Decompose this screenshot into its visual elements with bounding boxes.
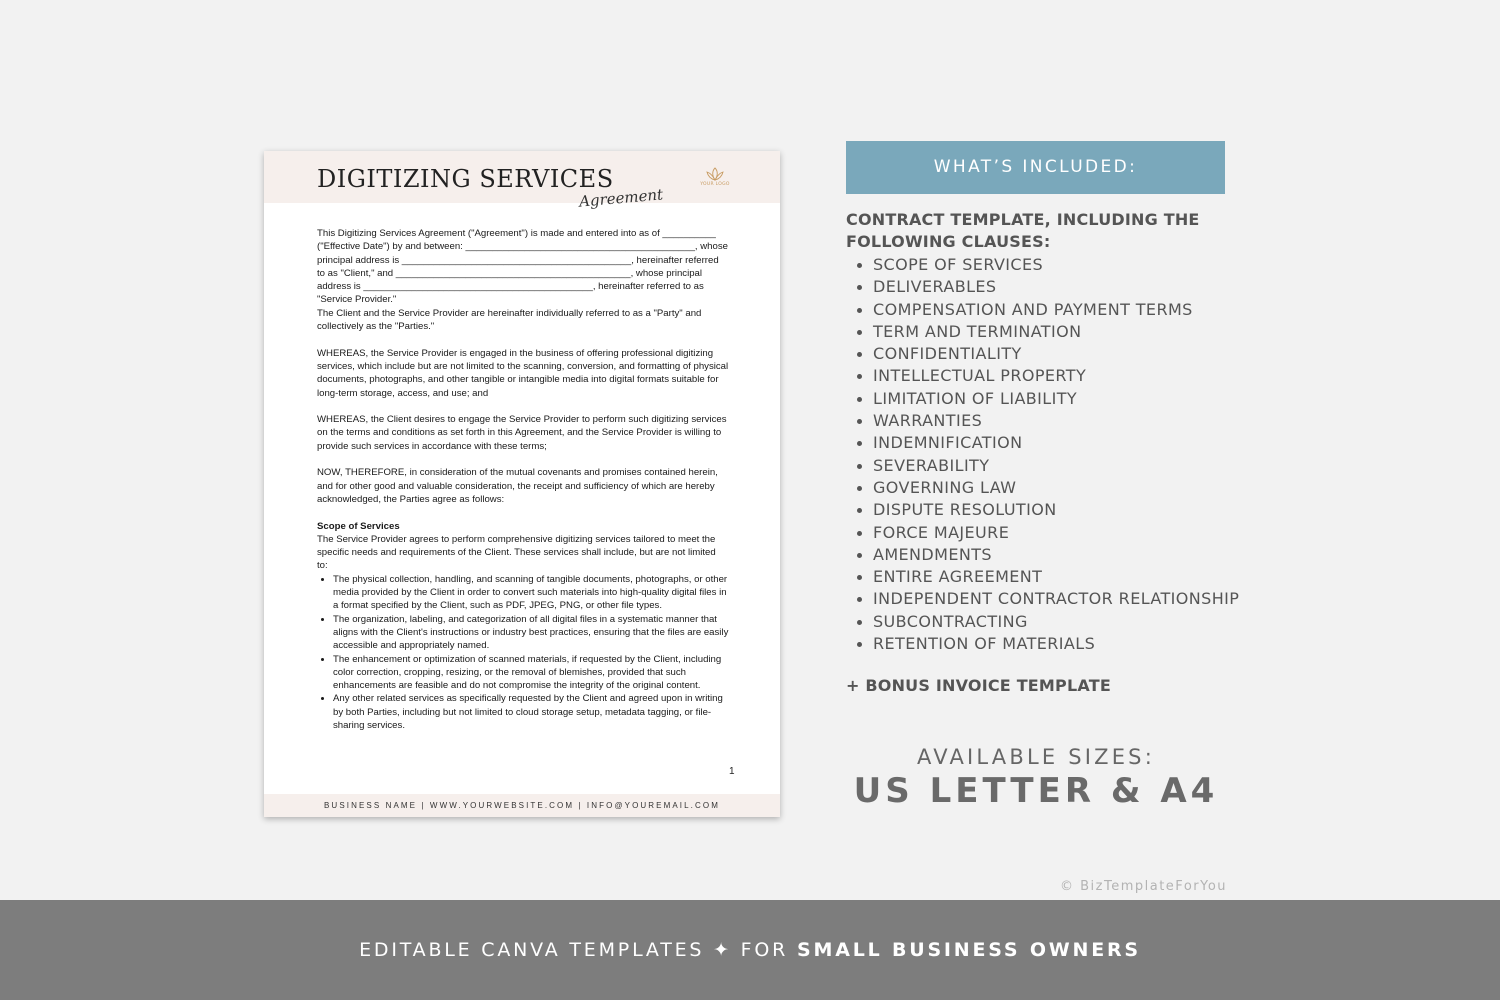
logo	[700, 167, 730, 187]
bonus-label: + BONUS INVOICE TEMPLATE	[846, 676, 1111, 695]
clause-item: CONFIDENTIALITY	[873, 343, 1239, 365]
document-paragraph: The Client and the Service Provider are hereinafter individually referred to as a "Party" and collectively as the "Parties."	[317, 307, 702, 333]
clause-item: FORCE MAJEURE	[873, 522, 1239, 544]
clause-item: TERM AND TERMINATION	[873, 321, 1239, 343]
bottom-bar-strong: SMALL BUSINESS OWNERS	[797, 939, 1141, 961]
whats-included-banner: WHAT’S INCLUDED:	[846, 141, 1225, 194]
section-intro: The Service Provider agrees to perform comprehensive digitizing services tailored to meet the specific needs and requirements of the Client. These services shall include, but are not limited to:	[317, 533, 716, 572]
scope-bullet-list	[317, 573, 729, 733]
document-paragraph: This Digitizing Services Agreement ("Agreement") is made and entered into as of __________ ("Effective Date") by and between: ___________________________________________, whose principal address is ___________________________________________, hereinafter referred to as "Client," and ____________________________________________, whose principal address is ___________________________________________, hereinafter referred to as "Service Provider."	[317, 228, 728, 306]
page-number: 1	[729, 766, 735, 777]
clause-item: INTELLECTUAL PROPERTY	[873, 365, 1239, 387]
clause-item: INDEPENDENT CONTRACTOR RELATIONSHIP	[873, 588, 1239, 610]
scope-bullet: • Any other related services as specifically requested by the Client and agreed upon in writing by both Parties, including but not limited to cloud storage setup, metadata tagging, or file-sharing services.	[333, 692, 729, 732]
document-paragraph: NOW, THEREFORE, in consideration of the mutual covenants and promises contained herein, and for other good and valuable consideration, the receipt and sufficiency of which are hereby acknowledged, the Parties agree as follows:	[317, 467, 718, 505]
document-script-word: Agreement	[578, 185, 664, 211]
bottom-bar-lead: EDITABLE CANVA TEMPLATES ✦ FOR	[359, 939, 798, 961]
scope-bullet: • The physical collection, handling, and scanning of tangible documents, photographs, or other media provided by the Client in order to convert such materials into high-quality digital files in a format specified by the Client, such as PDF, JPEG, PNG, or other file types.	[333, 573, 729, 613]
clause-item: SEVERABILITY	[873, 455, 1239, 477]
clause-item: SCOPE OF SERVICES	[873, 254, 1239, 276]
logo-text: YOUR LOGO	[700, 182, 730, 187]
clause-item: SUBCONTRACTING	[873, 611, 1239, 633]
document-paragraph: WHEREAS, the Client desires to engage the Service Provider to perform such digitizing services on the terms and conditions as set forth in this Agreement, and the Service Provider is willing to provide such services in accordance with these terms;	[317, 414, 727, 452]
lotus-icon	[700, 167, 730, 181]
document-footer: BUSINESS NAME | WWW.YOURWEBSITE.COM | INFO@YOUREMAIL.COM	[264, 794, 780, 817]
bottom-bar	[0, 900, 1500, 1000]
document-preview	[264, 151, 780, 817]
clause-item: LIMITATION OF LIABILITY	[873, 388, 1239, 410]
document-header	[264, 151, 780, 211]
clause-item: DISPUTE RESOLUTION	[873, 499, 1239, 521]
clause-item: WARRANTIES	[873, 410, 1239, 432]
clause-item: GOVERNING LAW	[873, 477, 1239, 499]
document-title: DIGITIZING SERVICES	[317, 165, 614, 193]
clause-item: DELIVERABLES	[873, 276, 1239, 298]
scope-bullet: • The enhancement or optimization of scanned materials, if requested by the Client, including color correction, cropping, resizing, or the removal of blemishes, provided that such enhancements are feasible and do not compromise the integrity of the original content.	[333, 653, 729, 693]
available-sizes-label: AVAILABLE SIZES:	[917, 745, 1155, 769]
section-heading: Scope of Services	[317, 520, 400, 532]
clause-item: AMENDMENTS	[873, 544, 1239, 566]
clause-item: RETENTION OF MATERIALS	[873, 633, 1239, 655]
available-sizes-value: US LETTER & A4	[853, 771, 1219, 811]
copyright-text: © BizTemplateForYou	[1060, 879, 1228, 894]
document-body	[317, 227, 729, 732]
clause-item: INDEMNIFICATION	[873, 432, 1239, 454]
clause-item: COMPENSATION AND PAYMENT TERMS	[873, 299, 1239, 321]
scope-bullet: • The organization, labeling, and categorization of all digital files in a systematic manner that aligns with the Client's instructions or industry best practices, ensuring that the files are easily accessible and appropriately named.	[333, 613, 729, 653]
clause-item: ENTIRE AGREEMENT	[873, 566, 1239, 588]
clause-list	[846, 254, 1239, 655]
contract-heading: CONTRACT TEMPLATE, INCLUDING THE FOLLOWING CLAUSES:	[846, 210, 1200, 252]
document-paragraph: WHEREAS, the Service Provider is engaged in the business of offering professional digitizing services, which include but are not limited to the scanning, conversion, and formatting of physical documents, photographs, and other tangible or intangible media into digital formats suitable for long-term storage, access, and use; and	[317, 347, 729, 399]
